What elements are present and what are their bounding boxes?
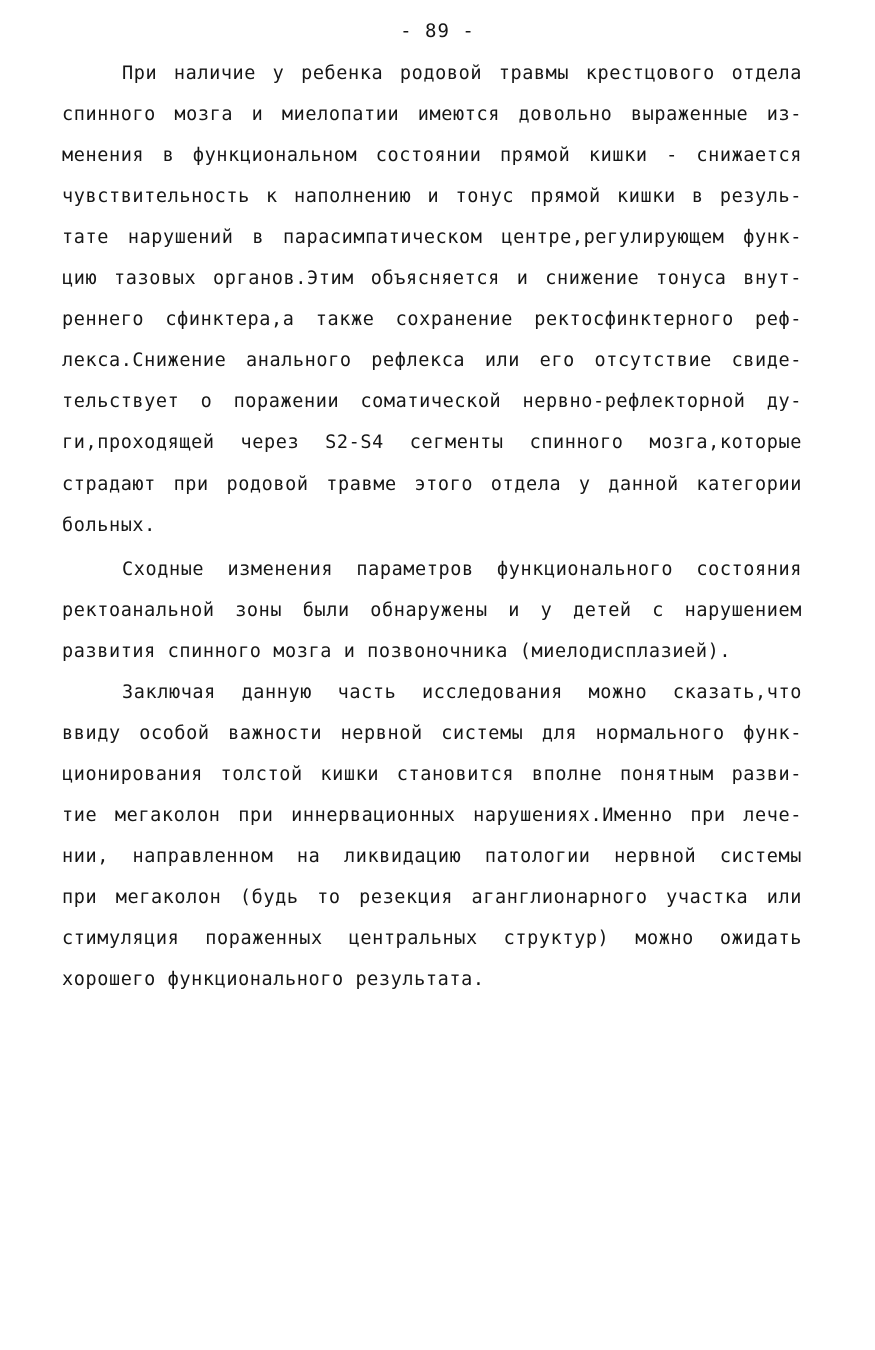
text-line: ректоанальной зоны были обнаружены и у детей с нарушением	[62, 600, 802, 621]
text-line: реннего сфинктера,а также сохранение ректосфинктерного реф-	[62, 309, 802, 330]
text-line: спинного мозга и миелопатии имеются довольно выраженные из-	[62, 104, 802, 125]
text-line: ввиду особой важности нервной системы для нормального функ-	[62, 723, 802, 744]
text-line: При наличие у ребенка родовой травмы крестцового отдела	[122, 63, 802, 84]
text-line: развития спинного мозга и позвоночника (миелодисплазией).	[62, 641, 732, 662]
text-line: стимуляция пораженных центральных структур) можно ожидать	[62, 928, 802, 949]
text-line: ционирования толстой кишки становится вполне понятным разви-	[62, 764, 802, 785]
text-line: лекса.Снижение анального рефлекса или его отсутствие свиде-	[62, 350, 802, 371]
text-line: цию тазовых органов.Этим объясняется и снижение тонуса внут-	[62, 268, 802, 289]
text-line: Заключая данную часть исследования можно сказать,что	[122, 682, 802, 703]
text-line: тате нарушений в парасимпатическом центре,регулирующем функ-	[62, 227, 802, 248]
text-line: менения в функциональном состоянии прямой кишки - снижается	[62, 145, 802, 166]
page-number: - 89 -	[400, 20, 475, 42]
text-line: чувствительность к наполнению и тонус прямой кишки в резуль-	[62, 186, 802, 207]
text-line: при мегаколон (будь то резекция аганглионарного участка или	[62, 887, 802, 908]
text-line: страдают при родовой травме этого отдела у данной категории	[62, 474, 802, 495]
text-line: тие мегаколон при иннервационных нарушениях.Именно при лече-	[62, 805, 802, 826]
text-line: тельствует о поражении соматической нервно-рефлекторной ду-	[62, 391, 802, 412]
text-line: хорошего функционального результата.	[62, 969, 485, 990]
text-line: нии, направленном на ликвидацию патологии нервной системы	[62, 846, 802, 867]
text-line: ги,проходящей через S2-S4 сегменты спинного мозга,которые	[62, 432, 802, 453]
text-line: Сходные изменения параметров функционального состояния	[122, 559, 802, 580]
text-line: больных.	[62, 515, 156, 536]
